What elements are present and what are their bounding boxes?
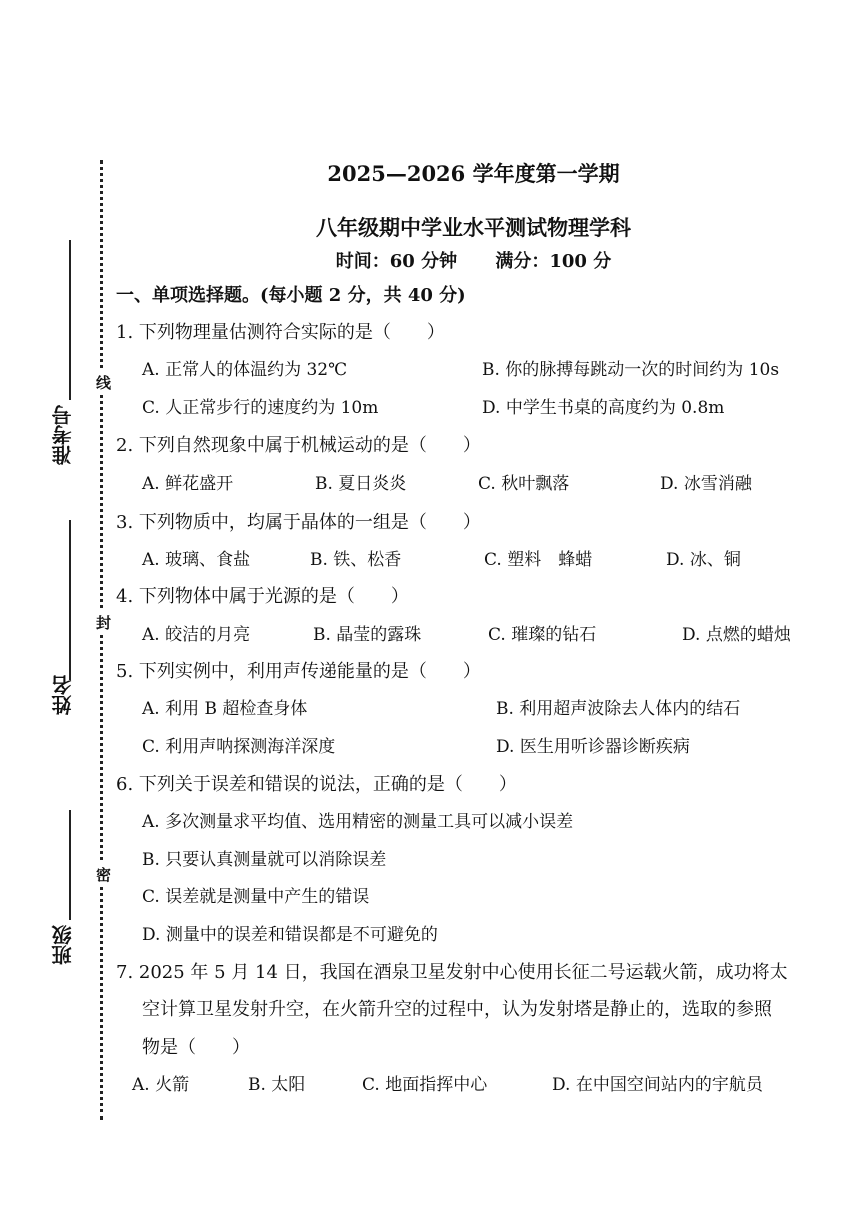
question-3-stem: 3. 下列物质中，均属于晶体的一组是（ ） <box>116 512 481 533</box>
question-1-option-a: A. 正常人的体温约为 32℃ <box>142 360 348 380</box>
seal-mark-line: 线 <box>96 370 111 395</box>
question-2-stem: 2. 下列自然现象中属于机械运动的是（ ） <box>116 435 481 456</box>
question-7-option-b: B. 太阳 <box>248 1075 306 1095</box>
question-6-option-a: A. 多次测量求平均值、选用精密的测量工具可以减小误差 <box>142 812 574 832</box>
question-1-option-b: B. 你的脉搏每跳动一次的时间约为 10s <box>482 360 780 380</box>
question-1-option-c: C. 人正常步行的速度约为 10m <box>142 398 379 418</box>
question-5-option-a: A. 利用 B 超检查身体 <box>142 699 308 719</box>
name-underline <box>69 520 71 680</box>
question-4-option-d: D. 点燃的蜡烛 <box>682 625 791 645</box>
exam-time: 时间：60 分钟 <box>335 251 458 272</box>
section-heading: 一、单项选择题。(每小题 2 分，共 40 分) <box>116 285 466 306</box>
seal-mark-seal: 封 <box>96 610 111 635</box>
question-3-option-c: C. 塑料 蜂蜡 <box>484 550 593 570</box>
question-4-option-b: B. 晶莹的露珠 <box>313 625 422 645</box>
question-5-stem: 5. 下列实例中，利用声传递能量的是（ ） <box>116 661 481 682</box>
question-6-option-d: D. 测量中的误差和错误都是不可避免的 <box>142 925 438 945</box>
question-4-option-c: C. 璀璨的钻石 <box>488 625 597 645</box>
name-label: 姓名 <box>51 675 75 715</box>
seal-dotted-line <box>100 160 103 1120</box>
question-2-option-d: D. 冰雪消融 <box>660 474 752 494</box>
question-6-stem: 6. 下列关于误差和错误的说法，正确的是（ ） <box>116 774 517 795</box>
question-1-stem: 1. 下列物理量估测符合实际的是（ ） <box>116 322 445 343</box>
question-5-option-c: C. 利用声呐探测海洋深度 <box>142 737 336 757</box>
question-7-option-a: A. 火箭 <box>132 1075 190 1095</box>
class-label: 班级 <box>51 925 75 965</box>
question-4-stem: 4. 下列物体中属于光源的是（ ） <box>116 586 409 607</box>
question-5-option-b: B. 利用超声波除去人体内的结石 <box>496 699 741 719</box>
exam-full-score: 满分：100 分 <box>495 251 612 272</box>
question-1-option-d: D. 中学生书桌的高度约为 0.8m <box>482 398 725 418</box>
exam-info <box>40 247 867 273</box>
question-7-stem-line-1: 7. 2025 年 5 月 14 日，我国在酒泉卫星发射中心使用长征二号运载火箭，成功将太 <box>116 962 788 983</box>
question-7-stem-line-2: 空计算卫星发射升空，在火箭升空的过程中，认为发射塔是静止的，选取的参照 <box>142 999 772 1020</box>
seal-mark-mi: 密 <box>96 862 111 887</box>
question-2-option-a: A. 鲜花盛开 <box>142 474 234 494</box>
question-7-option-c: C. 地面指挥中心 <box>362 1075 488 1095</box>
question-4-option-a: A. 皎洁的月亮 <box>142 625 251 645</box>
exam-no-label: 准考号 <box>51 405 75 465</box>
question-2-option-c: C. 秋叶飘落 <box>478 474 570 494</box>
question-3-option-a: A. 玻璃、食盐 <box>142 550 251 570</box>
exam-term-title: 2025—2026 学年度第一学期 <box>327 161 620 186</box>
question-3-option-d: D. 冰、铜 <box>666 550 741 570</box>
question-5-option-d: D. 医生用听诊器诊断疾病 <box>496 737 690 757</box>
exam-subject-title: 八年级期中学业水平测试物理学科 <box>316 215 631 240</box>
question-7-stem-line-3: 物是（ ） <box>142 1037 250 1058</box>
question-3-option-b: B. 铁、松香 <box>310 550 402 570</box>
question-2-option-b: B. 夏日炎炎 <box>315 474 407 494</box>
question-6-option-b: B. 只要认真测量就可以消除误差 <box>142 850 387 870</box>
question-6-option-c: C. 误差就是测量中产生的错误 <box>142 887 370 907</box>
question-7-option-d: D. 在中国空间站内的宇航员 <box>552 1075 763 1095</box>
class-underline <box>69 810 71 920</box>
